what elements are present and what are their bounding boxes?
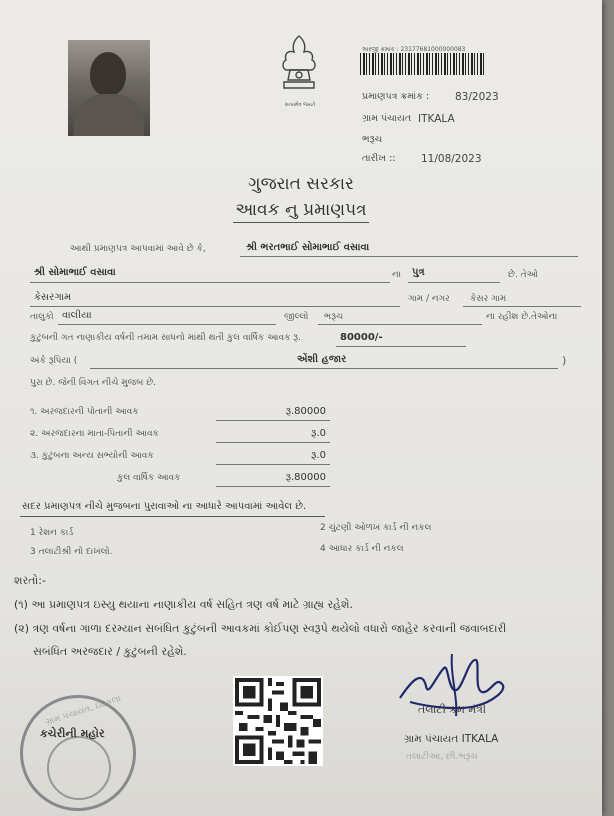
address-line <box>30 306 400 307</box>
gram-panchayat-label: ગ્રામ પંચાયત <box>362 113 412 124</box>
state-emblem-icon <box>270 32 328 104</box>
evidence-item-4: 4 આધાર કાર્ડ ની નકલ <box>320 544 404 554</box>
intro-text: આથી પ્રમાણપત્ર આપવામાં આવે છે કે, <box>70 244 206 254</box>
photo-body <box>74 94 144 136</box>
village: કેસર ગામ <box>470 294 507 304</box>
income-row-3-line <box>216 464 330 465</box>
income-row-3-amount: રૂ.0 <box>311 450 326 461</box>
details-text: પુરા છે. જેની વિગત નીચે મુજબ છે. <box>30 378 157 388</box>
close-paren: ) <box>562 354 567 367</box>
conditions-heading: શરતો:- <box>14 574 46 587</box>
taluka-line <box>58 324 276 325</box>
district-label: જીલ્લો <box>284 312 309 322</box>
father-line <box>30 282 390 283</box>
emblem-caption: સત્યમેવ જયતે <box>284 102 316 108</box>
photo-head <box>90 52 126 96</box>
father-name: શ્રી સોમાભાઈ વસાવા <box>34 267 116 278</box>
income-amount: 80000/- <box>340 332 383 343</box>
resident-label: ના રહીશ છે.તેઓના <box>486 312 558 322</box>
condition-1: (૧) આ પ્રમાણપત્ર ઇસ્યુ થયાના નાણાકીય વર્ષ સહિત ત્રણ વર્ષ માટે ગ્રાહ્ય રહેશે. <box>14 598 353 611</box>
in-words-label: અંકે રૂપિયા ( <box>30 356 78 366</box>
seal-faded-text: ગ્રામ પંચાયત, ઇટકલા <box>44 694 123 728</box>
taluka-label: તાલુકો <box>30 312 54 322</box>
evidence-heading: સદર પ્રમાણપત્ર નીચે મુજબના પુરાવાઓ ના આધારે આપવામાં આવેલ છે. <box>22 501 307 512</box>
income-words-line <box>90 368 558 369</box>
government-title: ગુજરાત સરકાર <box>248 174 354 194</box>
income-row-2-label: ૨. અરજદારના માતા-પિતાની આવક <box>30 429 159 439</box>
qr-code <box>233 676 323 766</box>
condition-2: (૨) ત્રણ વર્ષના ગાળા દરમ્યાન સબંધિત કુટુંબની આવકમાં કોઈપણ સ્વરૂપે થયેલો વધારો જાહેર કરવાની જવાબદારી <box>14 622 507 635</box>
income-row-2-line <box>216 442 330 443</box>
barcode <box>360 53 486 75</box>
certificate-title-text: આવક નુ પ્રમાણપત્ર <box>233 200 368 223</box>
gram-panchayat: ITKALA <box>418 113 455 125</box>
evidence-item-2: 2 ચુંટણી ઓળખ કાર્ડ ની નકલ <box>320 523 432 533</box>
signatory-faded-line: તલાટીઆ, છી.ભરૂચ <box>406 752 478 762</box>
condition-3: સબંધિત અરજદાર / કુટુંબની રહેશે. <box>33 645 187 658</box>
barcode-number: અરજી ક્રમાંક : 23177681000000083 <box>362 46 466 53</box>
village-line <box>463 306 581 307</box>
income-row-1-amount: રૂ.80000 <box>285 406 326 417</box>
applicant-photo <box>68 40 150 136</box>
income-amount-line <box>336 346 466 347</box>
address: કેસરગામ <box>34 292 72 303</box>
income-row-2-amount: રૂ.0 <box>311 428 326 439</box>
total-amount: રૂ.80000 <box>285 472 326 483</box>
applicant-name: શ્રી ભરતભાઈ સોમાભાઈ વસાવા <box>246 242 370 253</box>
income-row-1-label: ૧. અરજદારની પોતાની આવક <box>30 407 139 417</box>
certificate-title <box>0 200 602 220</box>
evidence-heading-underline <box>20 516 325 517</box>
evidence-item-3: 3 તલાટીશ્રી નો દાખલો. <box>30 547 113 557</box>
district-line <box>318 324 482 325</box>
signatory-office: ગ્રામ પંચાયત ITKALA <box>404 733 499 745</box>
district: ભરૂચ <box>324 312 344 322</box>
relation: પુત્ર <box>412 267 425 278</box>
evidence-item-1: 1 રેશન કાર્ડ <box>30 528 74 538</box>
applicant-line <box>240 256 578 257</box>
te-label: છે. તેઓ <box>508 270 539 280</box>
total-line <box>216 486 330 487</box>
issue-date: 11/08/2023 <box>421 153 482 165</box>
income-row-3-label: ૩. કુટુંબના અન્ય સભ્યોની આવક <box>30 451 154 461</box>
certificate-no-label: પ્રમાણપત્ર ક્રમાંક : <box>362 91 430 102</box>
income-row-1-line <box>216 420 330 421</box>
seal-text: કચેરીની મહોર <box>40 727 105 740</box>
income-text: કુટુંબની ગત નાણાકીય વર્ષની તમામ સાધનો માંથી થતી કુલ વાર્ષિક આવક રૂ. <box>30 333 301 343</box>
income-words: એંશી હજાર <box>297 354 347 365</box>
village-label: ગામ / નગર <box>408 294 450 304</box>
total-label: કુલ વાર્ષિક આવક <box>117 473 181 483</box>
taluka: વાલીયા <box>62 310 92 321</box>
header-district: ભરૂચ <box>362 134 383 145</box>
certificate-no: 83/2023 <box>455 91 499 103</box>
date-label: તારીખ :: <box>362 153 396 164</box>
seal-inner-ring <box>47 736 111 800</box>
relation-line <box>408 282 500 283</box>
na-label: ના <box>392 270 401 280</box>
signatory-title: તલાટી કમ મંત્રી <box>418 703 487 716</box>
